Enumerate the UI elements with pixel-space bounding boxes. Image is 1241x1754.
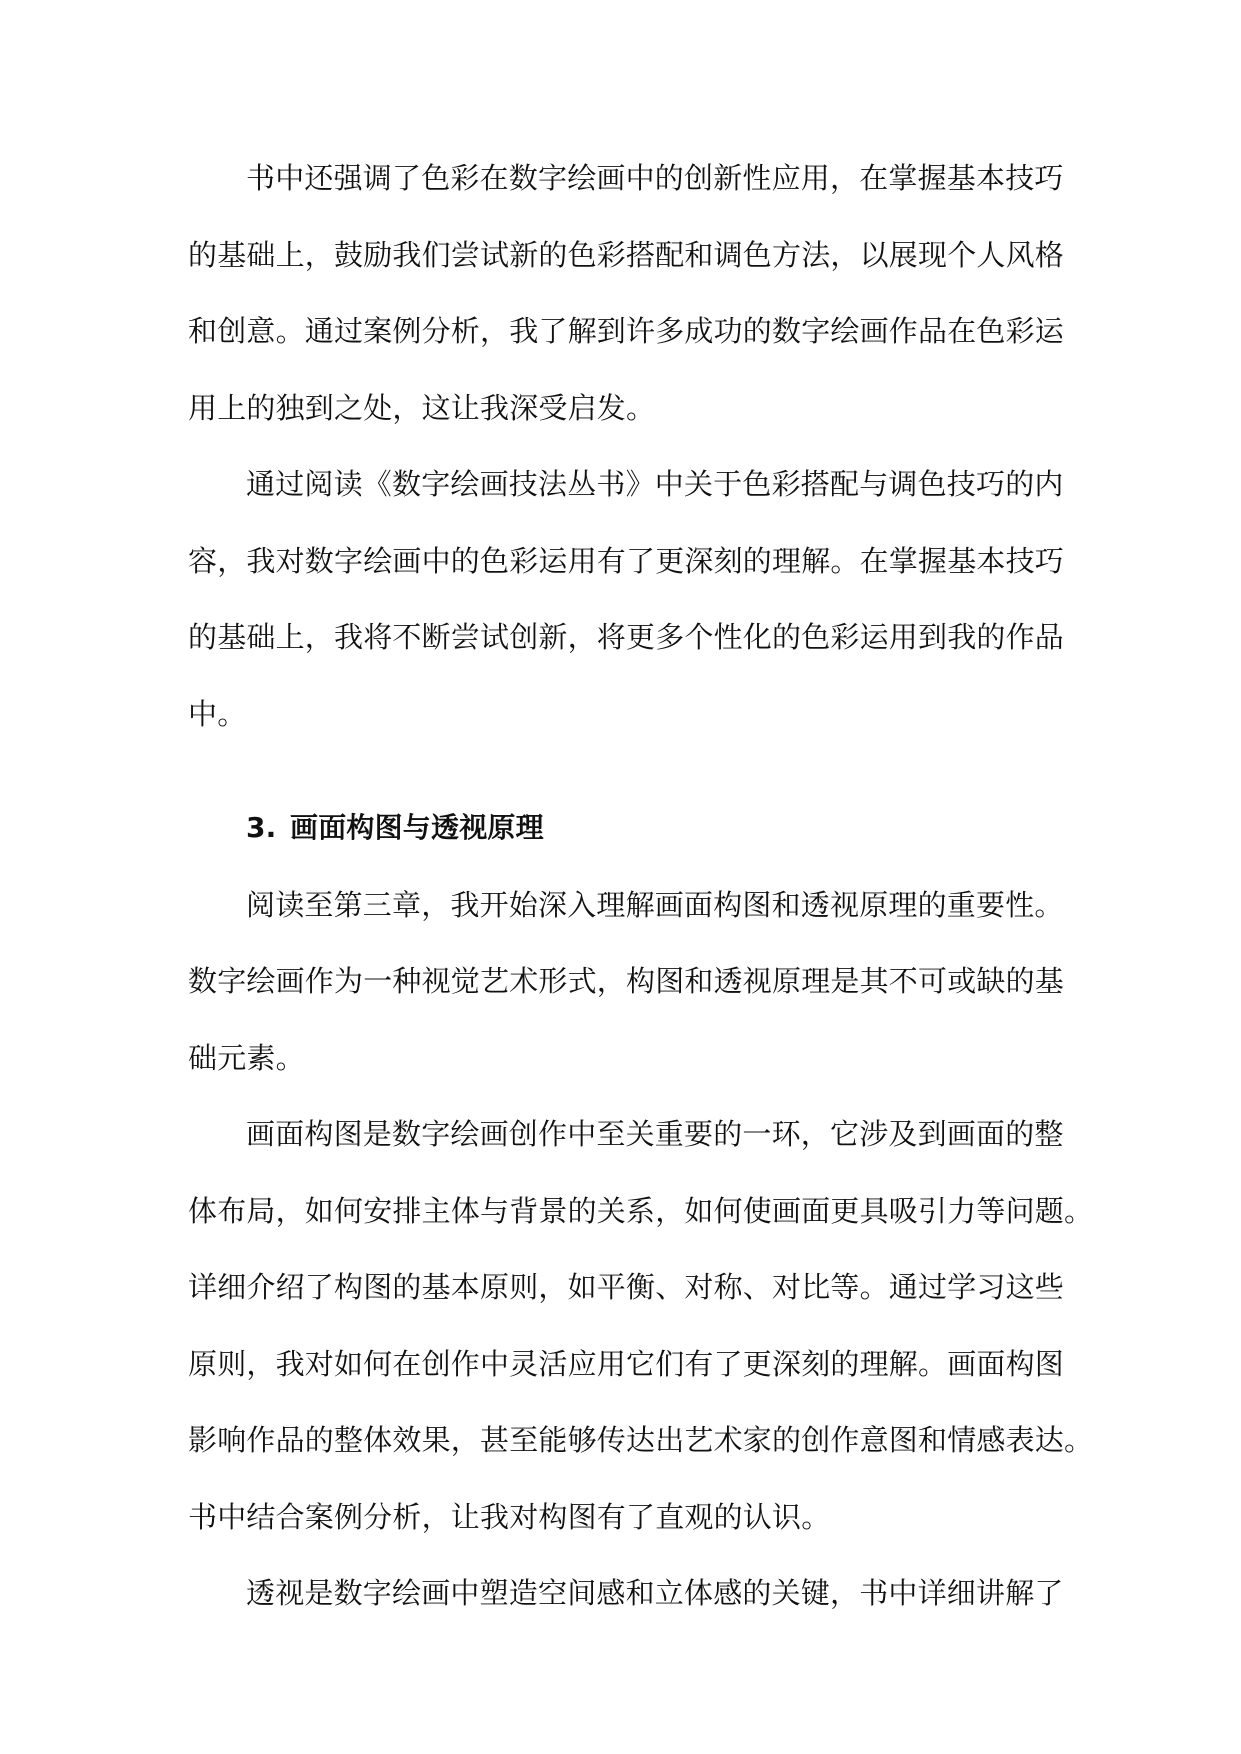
section-heading — [188, 790, 1058, 867]
document-body — [188, 140, 1094, 1632]
text-line: 阅读至第三章，我开始深入理解画面构图和透视原理的重要性。 — [246, 887, 1064, 922]
text-line: 中。 — [188, 696, 247, 731]
paragraph-composition-detail — [188, 1096, 1094, 1555]
section-spacer — [188, 752, 1058, 790]
text-line: 的基础上，鼓励我们尝试新的色彩搭配和调色方法，以展现个人风格 — [188, 237, 1065, 272]
text-line: 数字绘画作为一种视觉艺术形式，构图和透视原理是其不可或缺的基 — [188, 964, 1065, 998]
text-line: 透视是数字绘画中塑造空间感和立体感的关键，书中详细讲解了 — [246, 1576, 1064, 1610]
section-title: 画面构图与透视原理 — [290, 811, 544, 844]
text-line: 的基础上，我将不断尝试创新，将更多个性化的色彩运用到我的作品 — [188, 620, 1065, 654]
paragraph-perspective — [188, 1555, 1064, 1632]
text-line: 原则，我对如何在创作中灵活应用它们有了更深刻的理解。画面构图 — [188, 1346, 1065, 1381]
text-line: 通过阅读《数字绘画技法丛书》中关于色彩搭配与调色技巧的内 — [246, 467, 1064, 501]
text-line: 和创意。通过案例分析，我了解到许多成功的数字绘画作品在色彩运 — [188, 314, 1065, 348]
text-line: 础元素。 — [188, 1040, 305, 1075]
text-line: 体布局，如何安排主体与背景的关系，如何使画面更具吸引力等问题。 — [188, 1193, 1094, 1228]
text-line: 详细介绍了构图的基本原则，如平衡、对称、对比等。通过学习这些 — [188, 1270, 1065, 1304]
text-line: 影响作品的整体效果，甚至能够传达出艺术家的创作意图和情感表达。 — [188, 1423, 1094, 1457]
paragraph-color-summary — [188, 446, 1065, 752]
text-line: 书中结合案例分析，让我对构图有了直观的认识。 — [188, 1499, 831, 1534]
paragraph-color-innovation — [188, 140, 1065, 446]
text-line: 书中还强调了色彩在数字绘画中的创新性应用，在掌握基本技巧 — [246, 161, 1064, 195]
section-number: 3. — [246, 811, 277, 844]
text-line: 画面构图是数字绘画创作中至关重要的一环，它涉及到画面的整 — [246, 1117, 1064, 1151]
text-line: 容，我对数字绘画中的色彩运用有了更深刻的理解。在掌握基本技巧 — [188, 543, 1065, 578]
text-line: 用上的独到之处，这让我深受启发。 — [188, 390, 656, 425]
paragraph-composition-intro — [188, 867, 1065, 1097]
